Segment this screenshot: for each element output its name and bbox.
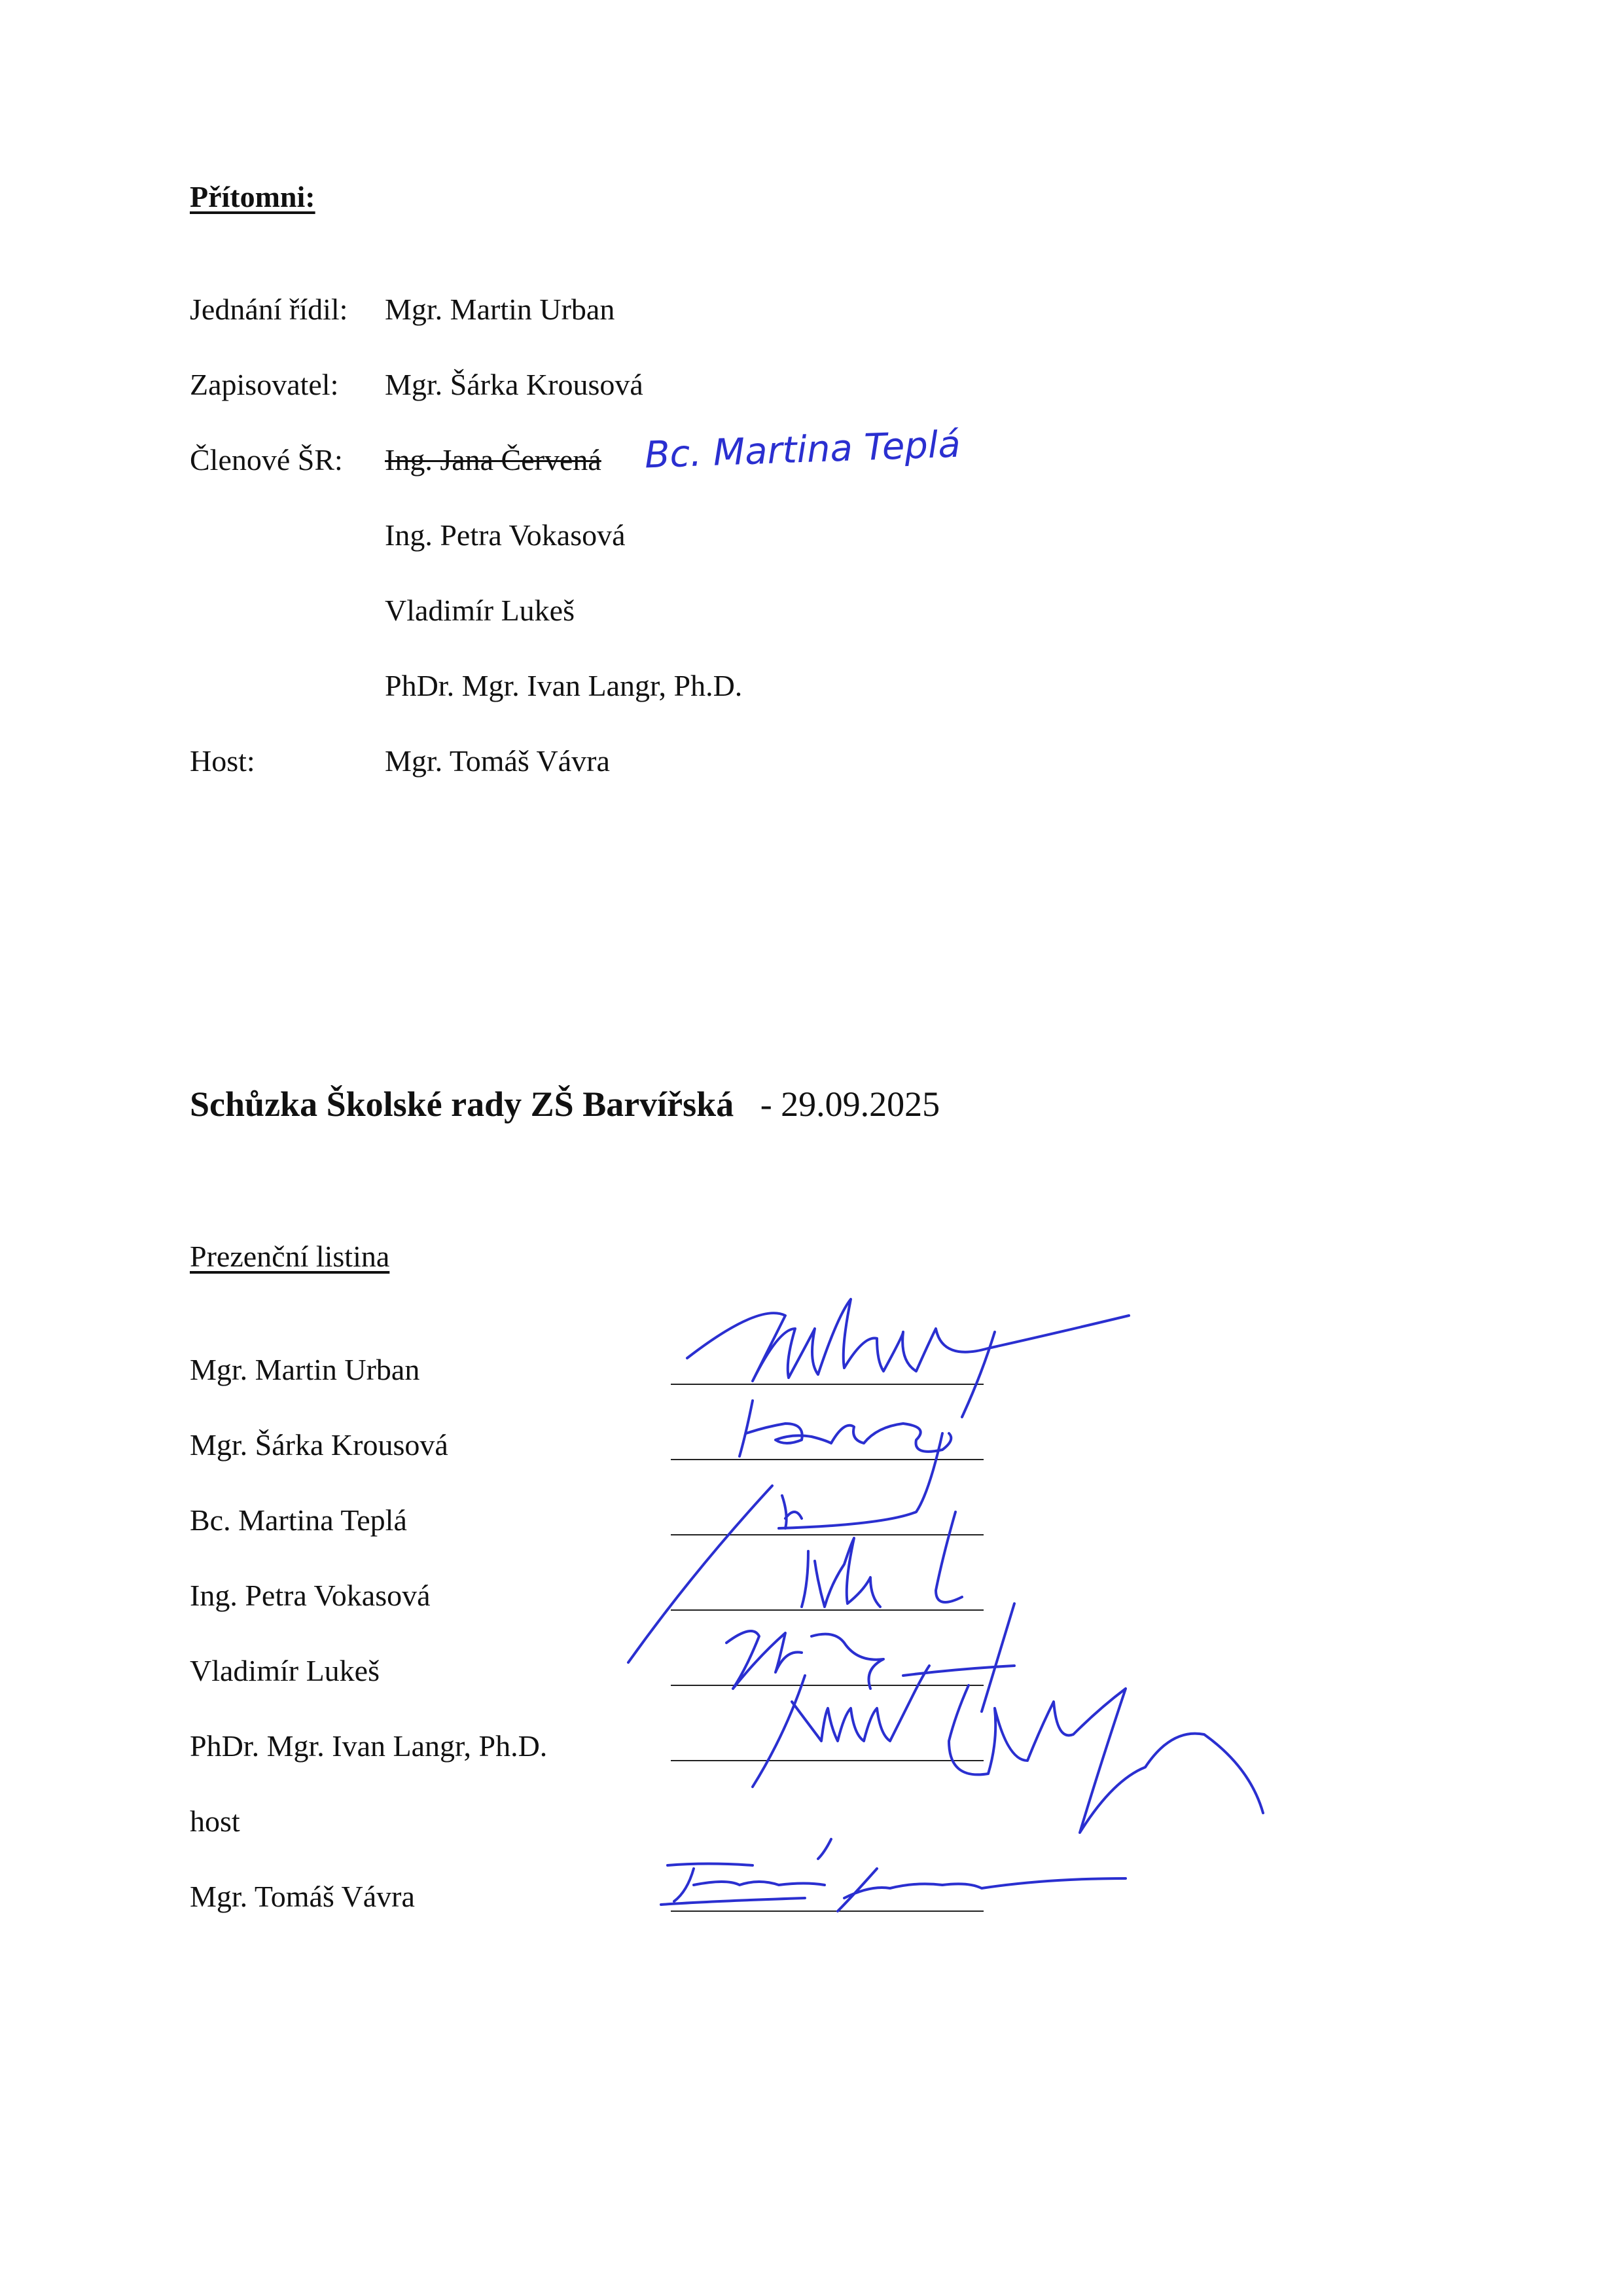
attendance-name: Mgr. Martin Urban — [190, 1353, 420, 1386]
role-label-chair: Jednání řídil: — [190, 293, 348, 326]
role-label-members: Členové ŠR: — [190, 443, 343, 476]
member-name: Ing. Petra Vokasová — [385, 518, 626, 552]
member-name-struck: Ing. Jana Červená — [385, 443, 601, 476]
member-name: PhDr. Mgr. Ivan Langr, Ph.D. — [385, 669, 743, 702]
attendance-heading: Prezenční listina — [190, 1240, 390, 1273]
present-heading: Přítomni: — [190, 180, 315, 213]
recorder-name: Mgr. Šárka Krousová — [385, 368, 643, 401]
attendance-name: Mgr. Tomáš Vávra — [190, 1880, 415, 1913]
role-label-guest: Host: — [190, 744, 255, 778]
attendance-guest-label: host — [190, 1804, 240, 1838]
attendance-name: Bc. Martina Teplá — [190, 1503, 407, 1537]
meeting-title-text: Schůzka Školské rady ZŠ Barvířská — [190, 1085, 734, 1124]
attendance-name: Mgr. Šárka Krousová — [190, 1428, 448, 1462]
role-label-recorder: Zapisovatel: — [190, 368, 339, 401]
attendance-name: PhDr. Mgr. Ivan Langr, Ph.D. — [190, 1729, 548, 1763]
signature-tepla — [782, 1496, 802, 1528]
signature-urban — [687, 1299, 1129, 1381]
handwritten-member-insert: Bc. Martina Teplá — [644, 423, 961, 477]
attendance-name: Ing. Petra Vokasová — [190, 1579, 431, 1612]
attendance-name: Vladimír Lukeš — [190, 1654, 380, 1687]
guest-name: Mgr. Tomáš Vávra — [385, 744, 610, 778]
signature-krousova — [740, 1401, 951, 1456]
signature-vavra — [661, 1839, 1126, 1911]
signature-lukes — [726, 1604, 1014, 1712]
member-name: Vladimír Lukeš — [385, 594, 575, 627]
chair-name: Mgr. Martin Urban — [385, 293, 615, 326]
meeting-date: - 29.09.2025 — [760, 1085, 940, 1124]
signature-langr — [753, 1666, 1263, 1833]
